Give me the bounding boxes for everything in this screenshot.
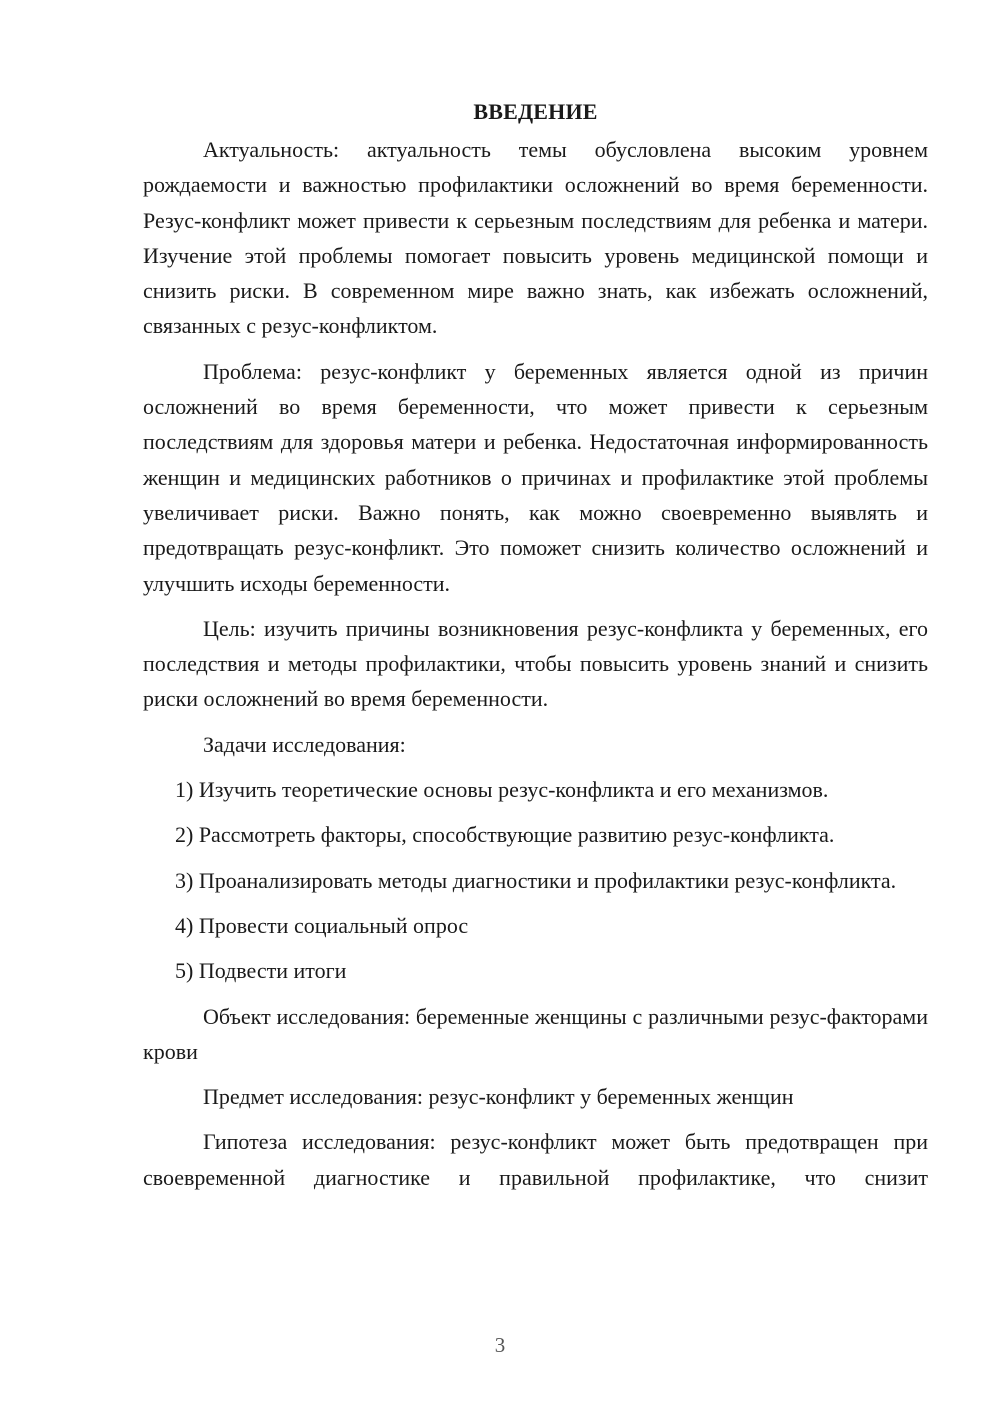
object-paragraph: Объект исследования: беременные женщины с различными резус-факторами крови — [143, 1003, 928, 1064]
task-item: 4) Провести социальный опрос — [175, 912, 469, 938]
tasks-heading: Задачи исследования: — [203, 731, 406, 757]
relevance-paragraph: Актуальность: актуальность темы обусловлена высоким уровнем рождаемости и важностью профилактики осложнений во время беременности. Резус-конфликт может привести к серьезным последствиям для ребенка и матери. Изучение этой проблемы помогает повысить уровень медицинской помощи и снизить риски. В современном мире важно знать, как избежать осложнений, связанных с резус-конфликтом. — [143, 137, 928, 339]
section-title: ВВЕДЕНИЕ — [473, 99, 598, 124]
goal-paragraph: Цель: изучить причины возникновения резус-конфликта у беременных, его последствия и методы профилактики, чтобы повысить уровень знаний и снизить риски осложнений во время беременности. — [143, 615, 928, 712]
task-item: 1) Изучить теоретические основы резус-конфликта и его механизмов. — [175, 777, 829, 803]
subject-paragraph: Предмет исследования: резус-конфликт у беременных женщин — [203, 1084, 794, 1110]
task-item: 5) Подвести итоги — [175, 958, 347, 984]
problem-paragraph: Проблема: резус-конфликт у беременных является одной из причин осложнений во время беременности, что может привести к серьезным последствиям для здоровья матери и ребенка. Недостаточная информированность женщин и медицинских работников о причинах и профилактике этой проблемы увеличивает риски. Важно понять, как можно своевременно выявлять и предотвращать резус-конфликт. Это поможет снизить количество осложнений и улучшить исходы беременности. — [143, 358, 928, 596]
hypothesis-paragraph: Гипотеза исследования: резус-конфликт может быть предотвращен при своевременной диагностике и правильной профилактике, что снизит — [143, 1129, 928, 1190]
task-item: 3) Проанализировать методы диагностики и профилактики резус-конфликта. — [175, 867, 897, 893]
page-content — [143, 94, 928, 1195]
task-item: 2) Рассмотреть факторы, способствующие развитию резус-конфликта. — [175, 822, 835, 848]
page-number: 3 — [494, 1333, 506, 1357]
